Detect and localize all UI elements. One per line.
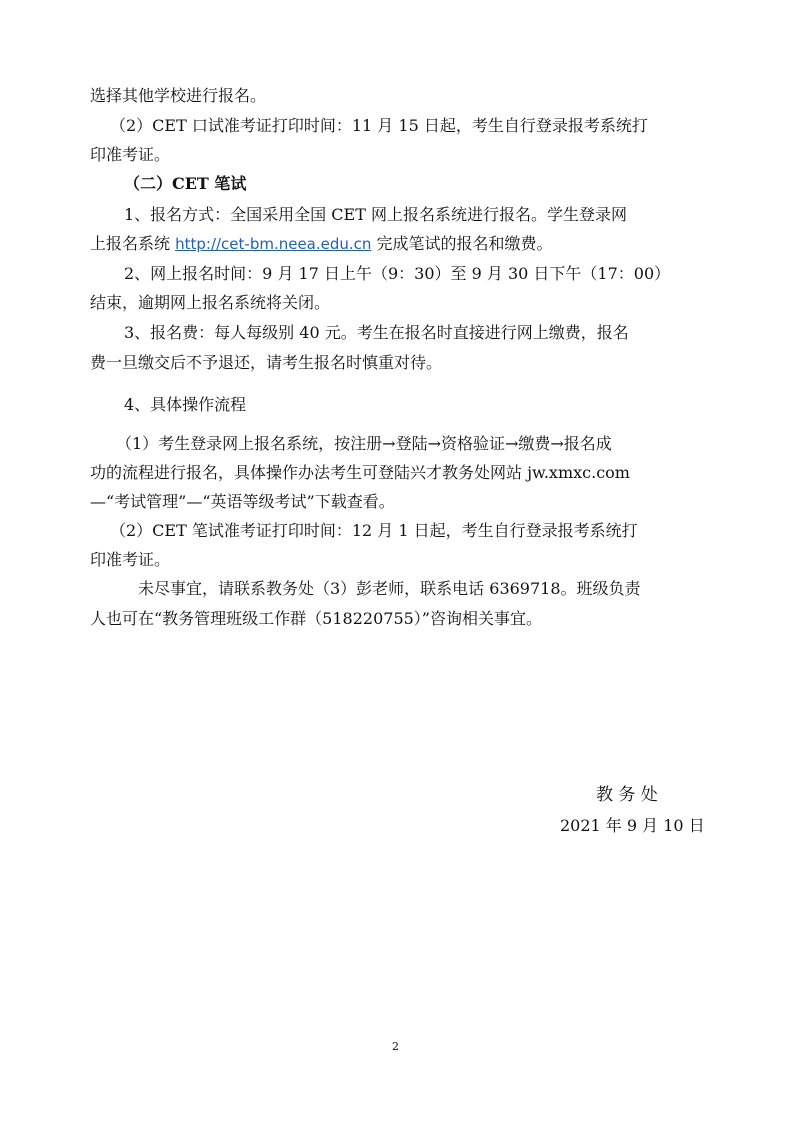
paragraph-line: 1、报名方式：全国采用全国 CET 网上报名系统进行报名。学生登录网 [124, 205, 627, 224]
subsection-heading: 4、具体操作流程 [124, 395, 247, 414]
paragraph-line: （2）CET 口试准考证打印时间：11 月 15 日起，考生自行登录报考系统打 [110, 116, 648, 135]
paragraph-text: 完成笔试的报名和缴费。 [371, 234, 553, 253]
paragraph-line: （1）考生登录网上报名系统，按注册→登陆→资格验证→缴费→报名成 [116, 434, 612, 453]
page-number: 2 [392, 1040, 399, 1053]
paragraph-line: —“考试管理”—“英语等级考试”下载查看。 [90, 492, 395, 511]
paragraph-line: 未尽事宜，请联系教务处（3）彭老师，联系电话 6369718。班级负责 [138, 579, 641, 598]
paragraph-line: 选择其他学校进行报名。 [90, 86, 267, 105]
paragraph-line: 印准考证。 [90, 145, 171, 164]
registration-link[interactable]: http://cet-bm.neea.edu.cn [175, 235, 372, 253]
paragraph-line: 3、报名费：每人每级别 40 元。考生在报名时直接进行网上缴费，报名 [124, 323, 629, 342]
paragraph-line [90, 232, 553, 256]
paragraph-line: 2、网上报名时间：9 月 17 日上午（9：30）至 9 月 30 日下午（17：00） [124, 264, 671, 283]
section-heading: （二）CET 笔试 [124, 174, 247, 193]
paragraph-line: 人也可在“教务管理班级工作群（518220755）”咨询相关事宜。 [90, 609, 542, 628]
signature-office: 教 务 处 [596, 785, 658, 805]
paragraph-text: 上报名系统 [90, 234, 176, 253]
paragraph-line: 印准考证。 [90, 550, 171, 569]
paragraph-line: 结束，逾期网上报名系统将关闭。 [90, 293, 331, 312]
signature-date: 2021 年 9 月 10 日 [560, 816, 705, 835]
paragraph-line: 功的流程进行报名，具体操作办法考生可登陆兴才教务处网站 jw.xmxc.com [90, 463, 630, 482]
paragraph-line: （2）CET 笔试准考证打印时间：12 月 1 日起，考生自行登录报考系统打 [110, 521, 638, 540]
paragraph-line: 费一旦缴交后不予退还，请考生报名时慎重对待。 [90, 353, 443, 372]
